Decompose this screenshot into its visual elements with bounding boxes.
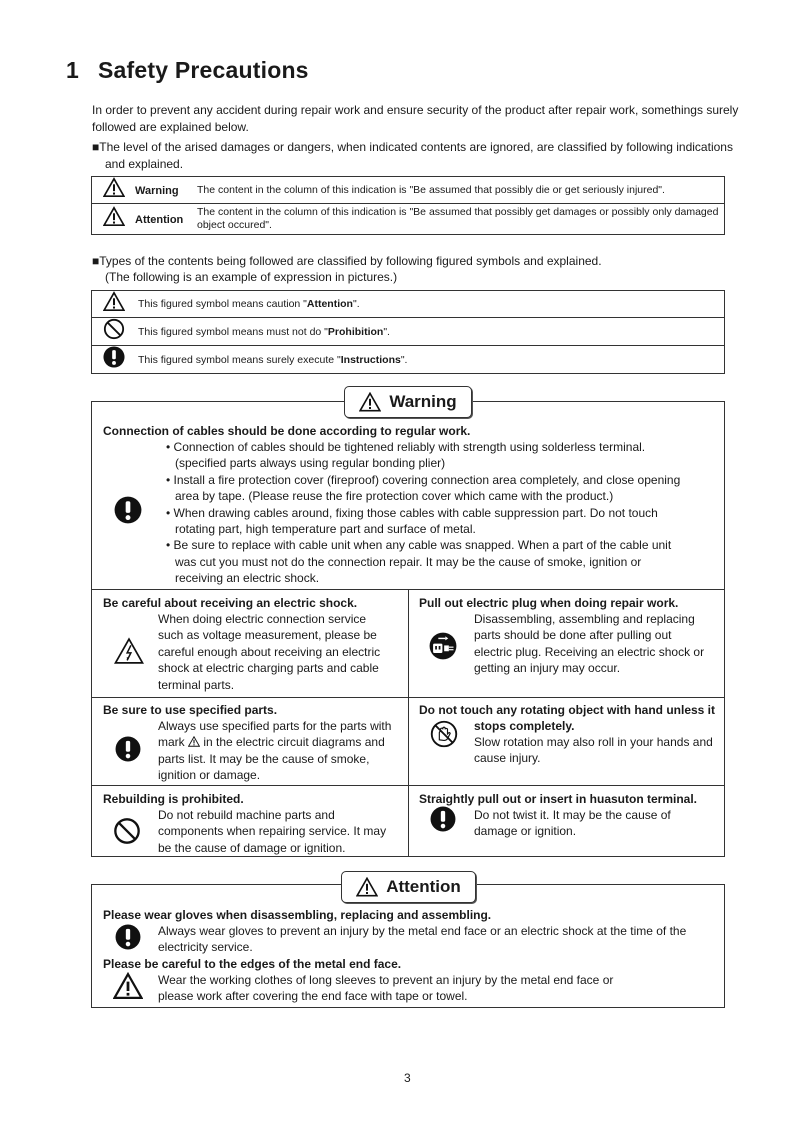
no-touch-hand-icon bbox=[430, 720, 458, 748]
caution-icon bbox=[188, 736, 200, 747]
cables-bullet: • Connection of cables should be tightened reliably with strength using solderless terminal. (specified parts always using regular bonding plier) bbox=[166, 440, 646, 471]
caution-icon bbox=[103, 177, 125, 198]
parts-body-text-end: in the electric circuit diagrams and parts list. It may be the cause of smoke, ignition or damage. bbox=[158, 735, 385, 783]
caution-icon bbox=[359, 392, 381, 412]
symbol-keyword: Attention bbox=[306, 298, 353, 310]
caution-icon bbox=[113, 972, 143, 1000]
instruction-icon bbox=[103, 346, 125, 368]
rotating-title: Do not touch any rotating object with hand unless it bbox=[419, 703, 715, 717]
rotating-body: Slow rotation may also roll in your hands and cause injury. bbox=[474, 735, 713, 766]
types-paragraph: ■Types of the contents being followed are classified by following figured symbols and explained. bbox=[92, 254, 602, 268]
symbol-keyword: Instructions bbox=[340, 353, 401, 366]
shock-body: When doing electric connection service such as voltage measurement, please be careful enough about receiving an electric shock at electric charging parts and cable terminal parts. bbox=[158, 612, 381, 692]
cables-title: Connection of cables should be done according to regular work. bbox=[103, 424, 471, 438]
page-number: 3 bbox=[404, 1071, 411, 1085]
page-title bbox=[66, 57, 309, 84]
shock-title: Be careful about receiving an electric shock. bbox=[103, 596, 358, 610]
symbol-text: This figured symbol means caution " bbox=[138, 298, 307, 310]
cables-bullet: • Install a fire protection cover (fireproof) covering connection area completely, and close opening area by tape. (Please reuse the fire protection cover which came with the product.) bbox=[166, 472, 681, 504]
level-row-warning bbox=[92, 177, 725, 204]
plug-body: Disassembling, assembling and replacing parts should be done after pulling out electric plug. Receiving an electric shock or getting an injury may occur. bbox=[474, 612, 705, 676]
prohibition-icon bbox=[113, 817, 141, 845]
rebuild-body: Do not rebuild machine parts and components when repairing service. It may be the cause of damage or ignition. bbox=[158, 808, 387, 855]
terminal-body: Do not twist it. It may be the cause of damage or ignition. bbox=[474, 808, 671, 839]
symbol-text: This figured symbol means must not do " bbox=[138, 325, 328, 338]
gloves-body: Always wear gloves to prevent an injury by the metal end face or an electric shock at the time of the electricity service. bbox=[158, 924, 687, 955]
caution-icon bbox=[103, 206, 125, 227]
symbol-text-end: ". bbox=[383, 325, 390, 338]
warning-banner-label: Warning bbox=[389, 392, 457, 411]
rotating-title-cont: stops completely. bbox=[474, 719, 575, 733]
symbols-table bbox=[91, 290, 725, 374]
warning-banner bbox=[344, 386, 472, 418]
level-label: Warning bbox=[135, 185, 179, 197]
caution-icon bbox=[356, 877, 378, 897]
symbol-row bbox=[92, 318, 725, 346]
section-number: 1 bbox=[66, 57, 79, 83]
types-subtext: (The following is an example of expression in pictures.) bbox=[105, 270, 398, 284]
prohibition-icon bbox=[103, 318, 125, 340]
rebuild-title: Rebuilding is prohibited. bbox=[103, 792, 244, 806]
level-label: Attention bbox=[135, 214, 184, 226]
intro-paragraph: In order to prevent any accident during repair work and ensure security of the product after repair work, somethings surely followed are explained below. bbox=[92, 103, 739, 134]
level-text: The content in the column of this indication is "Be assumed that possibly die or get seriously injured". bbox=[197, 184, 665, 196]
symbol-text-end: ". bbox=[352, 298, 360, 310]
instruction-icon bbox=[115, 924, 141, 950]
symbol-text-end: ". bbox=[400, 353, 408, 366]
parts-title: Be sure to use specified parts. bbox=[103, 703, 278, 717]
warning-column-divider bbox=[408, 589, 409, 856]
instruction-icon bbox=[115, 736, 141, 762]
parts-body-text: Always use specified parts for the parts with mark bbox=[158, 719, 392, 750]
symbol-keyword: Prohibition bbox=[327, 325, 384, 338]
symbol-row bbox=[92, 346, 725, 374]
symbol-row bbox=[92, 291, 725, 318]
unplug-icon bbox=[429, 632, 457, 660]
terminal-title: Straightly pull out or insert in huasuton terminal. bbox=[419, 792, 698, 806]
edges-title: Please be careful to the edges of the metal end face. bbox=[103, 957, 402, 971]
instruction-icon bbox=[114, 496, 142, 524]
cables-bullets bbox=[166, 439, 684, 587]
level-text: The content in the column of this indication is "Be assumed that possibly get damages or possibly only damaged object occured". bbox=[197, 206, 719, 231]
plug-title: Pull out electric plug when doing repair work. bbox=[419, 596, 679, 610]
gloves-title: Please wear gloves when disassembling, replacing and assembling. bbox=[103, 908, 492, 922]
edges-body: Wear the working clothes of long sleeves to prevent an injury by the metal end face or please work after covering the end face with tape or towel. bbox=[158, 973, 614, 1004]
attention-banner bbox=[341, 871, 476, 903]
caution-icon bbox=[103, 291, 125, 312]
instruction-icon bbox=[430, 806, 456, 832]
cables-bullet: • When drawing cables around, fixing those cables with cable suppression part. Do not touch rotating part, high temperature part and surface of metal. bbox=[166, 505, 658, 537]
parts-body bbox=[158, 718, 404, 784]
section-title: Safety Precautions bbox=[98, 57, 309, 83]
levels-table bbox=[91, 176, 725, 235]
level-paragraph: ■The level of the arised damages or dangers, when indicated contents are ignored, are classified by following indications and explained. bbox=[92, 140, 733, 171]
electric-shock-icon bbox=[114, 637, 144, 665]
symbol-text: This figured symbol means surely execute " bbox=[138, 353, 341, 366]
cables-bullet: • Be sure to replace with cable unit when any cable was snapped. When a part of the cable unit was cut you must not do the connection repair. It may be the cause of smoke, ignition or receiving an electric shock. bbox=[166, 538, 672, 586]
level-row-attention bbox=[92, 204, 725, 235]
attention-banner-label: Attention bbox=[386, 877, 461, 896]
